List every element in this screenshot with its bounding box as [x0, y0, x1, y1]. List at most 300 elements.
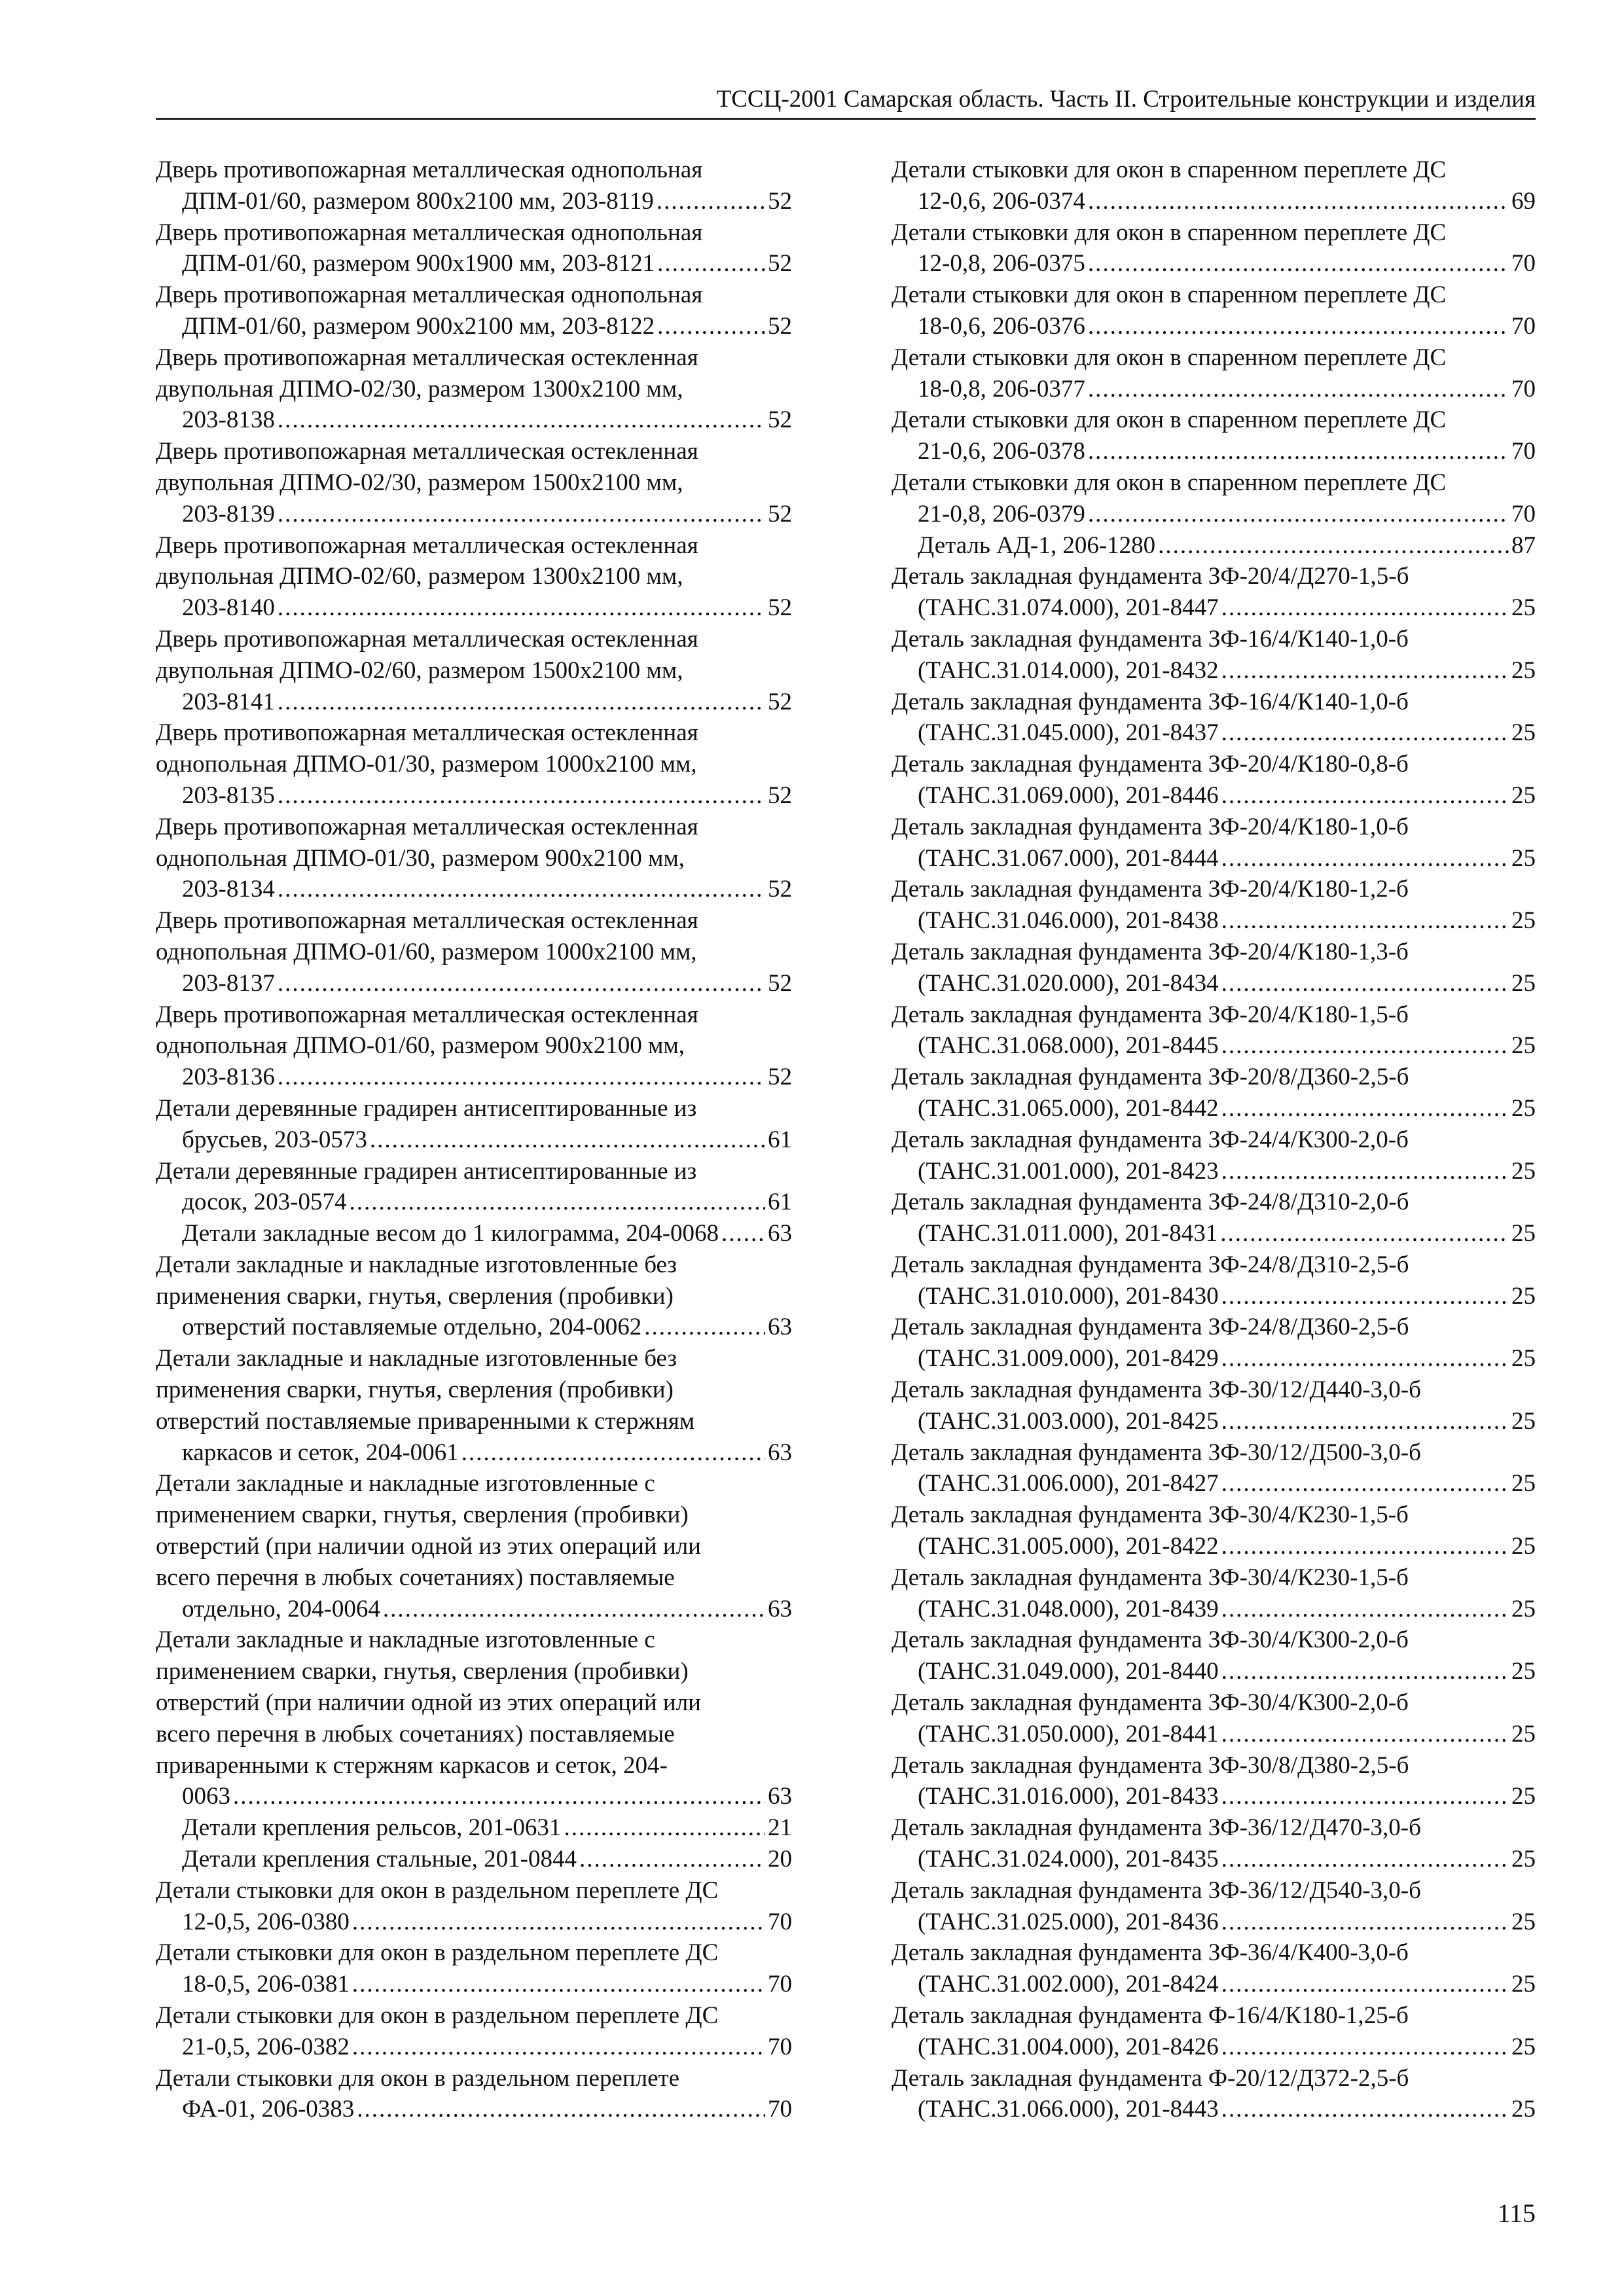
index-entry-tail	[918, 1406, 1536, 1437]
index-entry-line: Деталь закладная фундамента ЗФ-24/8/Д310-2,0-б	[892, 1189, 1409, 1216]
index-entry	[156, 905, 792, 999]
index-entry-line: Деталь закладная фундамента ЗФ-20/4/К180-1,5-б	[892, 1001, 1409, 1028]
index-entry-tail	[918, 1218, 1536, 1249]
index-entry-line: Детали закладные и накладные изготовленные без	[156, 1345, 677, 1372]
index-page-ref: 69	[1511, 187, 1536, 215]
index-entry-line: Детали закладные и накладные изготовленные без	[156, 1251, 677, 1278]
dot-leader	[1221, 1719, 1509, 1750]
index-entry	[892, 1374, 1536, 1437]
index-entry-text: 12-0,8, 206-0375	[918, 250, 1085, 278]
index-entry-line: Детали стыковки для окон в раздельном переплете	[156, 2064, 680, 2092]
index-entry-tail	[918, 311, 1536, 342]
index-entry-tail	[918, 186, 1536, 217]
index-entry-line: Детали стыковки для окон в спаренном переплете ДС	[892, 156, 1447, 183]
index-entry-line: Детали стыковки для окон в раздельном переплете ДС	[156, 1876, 719, 1904]
index-entry-text: Детали крепления стальные, 201-0844	[182, 1846, 577, 1873]
index-entry-tail	[182, 1781, 792, 1812]
index-entry-text: (ТАНС.31.024.000), 201-8435	[918, 1846, 1219, 1873]
index-entry	[156, 1218, 792, 1249]
index-entry-line: Дверь противопожарная металлическая остекленная	[156, 907, 698, 935]
index-page-ref: 61	[768, 1189, 792, 1216]
dot-leader	[1221, 1907, 1509, 1938]
dot-leader	[1221, 1594, 1509, 1625]
index-entry-tail	[182, 186, 792, 217]
index-page-ref: 52	[768, 1064, 792, 1091]
index-entry	[892, 217, 1536, 280]
index-page-ref: 70	[1511, 312, 1536, 340]
index-entry-tail	[182, 1218, 792, 1249]
index-entry	[156, 1844, 792, 1875]
index-entry-tail	[182, 1844, 792, 1875]
index-entry-line: Дверь противопожарная металлическая однопольная	[156, 219, 703, 246]
dot-leader	[1220, 1218, 1509, 1249]
index-entry	[892, 342, 1536, 405]
index-entry-line: применением сварки, гнутья, сверления (пробивки)	[156, 1658, 689, 1685]
index-page-ref: 52	[768, 250, 792, 278]
dot-leader	[1221, 1781, 1509, 1812]
index-entry-text: 21-0,8, 206-0379	[918, 500, 1085, 528]
index-entry-text: (ТАНС.31.002.000), 201-8424	[918, 1971, 1219, 1998]
index-page-ref: 63	[768, 1439, 792, 1466]
index-entry-line: применения сварки, гнутья, сверления (пробивки)	[156, 1376, 674, 1404]
index-page-ref: 25	[1511, 1720, 1536, 1748]
index-entry	[156, 1812, 792, 1844]
index-entry	[892, 1875, 1536, 1938]
index-entry-tail	[182, 499, 792, 530]
index-entry-tail	[918, 2032, 1536, 2063]
index-entry-line: Дверь противопожарная металлическая остекленная	[156, 531, 698, 559]
index-entry-text: 203-8134	[182, 876, 275, 903]
index-entry-line: всего перечня в любых сочетаниях) поставляемые	[156, 1720, 675, 1748]
index-entry-tail	[918, 1343, 1536, 1374]
dot-leader	[278, 1062, 765, 1093]
dot-leader	[1221, 1156, 1509, 1187]
index-entry-tail	[918, 436, 1536, 467]
index-entry-text: (ТАНС.31.066.000), 201-8443	[918, 2096, 1219, 2123]
dot-leader	[1221, 780, 1509, 812]
index-page-ref: 70	[1511, 250, 1536, 278]
index-entry-text: досок, 203-0574	[182, 1189, 347, 1216]
index-entry-line: Деталь закладная фундамента ЗФ-20/4/К180-1,3-б	[892, 938, 1409, 965]
index-entry-text: ФА-01, 206-0383	[182, 2096, 355, 2123]
index-entry-tail	[182, 874, 792, 905]
index-entry-text: (ТАНС.31.045.000), 201-8437	[918, 719, 1219, 747]
index-entry	[892, 812, 1536, 874]
index-entry	[892, 530, 1536, 562]
index-entry	[156, 1093, 792, 1156]
index-entry-line: Деталь закладная фундамента ЗФ-30/4/К230-1,5-б	[892, 1564, 1409, 1591]
dot-leader	[352, 2032, 765, 2063]
dot-leader	[721, 1218, 765, 1249]
dot-leader	[1221, 2032, 1509, 2063]
index-entry-line: Дверь противопожарная металлическая остекленная	[156, 438, 698, 465]
dot-leader	[1221, 843, 1509, 874]
dot-leader	[1221, 968, 1509, 999]
index-entry-line: Деталь закладная фундамента ЗФ-30/12/Д500-3,0-б	[892, 1439, 1421, 1466]
index-page-ref: 52	[768, 406, 792, 434]
index-page-ref: 25	[1511, 1658, 1536, 1685]
index-entry-line: Деталь закладная фундамента ЗФ-30/4/К230-1,5-б	[892, 1501, 1409, 1529]
index-entry-line: Деталь закладная фундамента ЗФ-30/4/К300-2,0-б	[892, 1626, 1409, 1654]
index-entry-text: каркасов и сеток, 204-0061	[182, 1439, 459, 1466]
index-page-ref: 25	[1511, 969, 1536, 997]
index-entry-line: отверстий поставляемые приваренными к стержням	[156, 1407, 695, 1435]
dot-leader	[1221, 1468, 1509, 1499]
index-entry-tail	[918, 374, 1536, 405]
index-entry-text: (ТАНС.31.010.000), 201-8430	[918, 1282, 1219, 1310]
dot-leader	[1221, 1343, 1509, 1374]
index-page-ref: 63	[768, 1220, 792, 1247]
index-entry-tail	[918, 1594, 1536, 1625]
index-entry-line: Деталь закладная фундамента ЗФ-20/4/Д270-1,5-б	[892, 563, 1409, 590]
index-page-ref: 25	[1511, 781, 1536, 809]
index-entry	[156, 1156, 792, 1219]
index-entry	[156, 1937, 792, 2000]
dot-leader	[461, 1437, 765, 1469]
index-entry-tail	[918, 1844, 1536, 1875]
index-entry-text: 203-8136	[182, 1064, 275, 1091]
index-entry-tail	[918, 248, 1536, 279]
index-entry-line: всего перечня в любых сочетаниях) поставляемые	[156, 1564, 675, 1591]
index-entry-line: Детали деревянные градирен антисептированные из	[156, 1094, 697, 1122]
dot-leader	[1088, 186, 1509, 217]
index-entry	[156, 342, 792, 436]
dot-leader	[1221, 2094, 1509, 2125]
dot-leader	[644, 1312, 765, 1343]
index-entry-text: (ТАНС.31.048.000), 201-8439	[918, 1595, 1219, 1623]
index-page-ref: 52	[768, 781, 792, 809]
index-page-ref: 70	[768, 1908, 792, 1935]
dot-leader	[278, 968, 765, 999]
index-entry-text: 203-8141	[182, 688, 275, 715]
index-entry-tail	[918, 1030, 1536, 1062]
index-entry-text: 0063	[182, 1783, 230, 1810]
index-entry	[156, 217, 792, 280]
index-entry-tail	[918, 2094, 1536, 2125]
dot-leader	[1088, 248, 1509, 279]
index-entry	[892, 2063, 1536, 2126]
index-entry-text: 203-8137	[182, 969, 275, 997]
index-entry-line: Деталь закладная фундамента ЗФ-30/12/Д440-3,0-б	[892, 1376, 1421, 1404]
index-entry-tail	[918, 717, 1536, 749]
index-entry-text: брусьев, 203-0573	[182, 1126, 367, 1153]
index-entry-line: Детали стыковки для окон в спаренном переплете ДС	[892, 344, 1447, 371]
dot-leader	[357, 2094, 765, 2125]
index-entry	[156, 2063, 792, 2126]
index-entry-text: 203-8138	[182, 406, 275, 434]
index-entry-tail	[182, 1907, 792, 1938]
index-entry-text: 18-0,6, 206-0376	[918, 312, 1085, 340]
index-entry	[892, 1750, 1536, 1813]
dot-leader	[278, 499, 765, 530]
index-entry	[156, 717, 792, 811]
index-entry-text: (ТАНС.31.067.000), 201-8444	[918, 844, 1219, 872]
dot-leader	[1088, 374, 1509, 405]
index-entry-line: Деталь закладная фундамента ЗФ-30/8/Д380-2,5-б	[892, 1751, 1409, 1779]
index-entry	[892, 999, 1536, 1062]
dot-leader	[1221, 1969, 1509, 2000]
index-entry-line: Деталь закладная фундамента ЗФ-16/4/К140-1,0-б	[892, 625, 1409, 653]
index-entry	[892, 1624, 1536, 1687]
index-entry-text: (ТАНС.31.003.000), 201-8425	[918, 1407, 1219, 1435]
index-entry	[156, 2000, 792, 2063]
index-page-ref: 25	[1511, 1908, 1536, 1935]
dot-leader	[1221, 655, 1509, 687]
index-entry-tail	[182, 311, 792, 342]
index-entry-line: Детали стыковки для окон в спаренном переплете ДС	[892, 219, 1447, 246]
index-entry-tail	[918, 905, 1536, 937]
index-entry-line: Детали закладные и накладные изготовленные с	[156, 1626, 655, 1654]
index-entry-line: Детали стыковки для окон в спаренном переплете ДС	[892, 281, 1447, 309]
index-page-ref: 70	[1511, 500, 1536, 528]
index-entry-line: Дверь противопожарная металлическая однопольная	[156, 156, 703, 183]
index-entry-text: (ТАНС.31.005.000), 201-8422	[918, 1533, 1219, 1560]
index-entry-line: Деталь закладная фундамента ЗФ-36/12/Д470-3,0-б	[892, 1814, 1421, 1842]
index-entry-line: Деталь закладная фундамента ЗФ-24/8/Д310-2,5-б	[892, 1251, 1409, 1278]
index-entry-line: отверстий (при наличии одной из этих операций или	[156, 1533, 701, 1560]
index-entry	[156, 1249, 792, 1343]
dot-leader	[352, 1969, 765, 2000]
index-column-right	[892, 154, 1536, 2125]
dot-leader	[349, 1187, 765, 1218]
index-entry-tail	[182, 687, 792, 718]
index-entry	[892, 937, 1536, 999]
index-entry-tail	[182, 1062, 792, 1093]
dot-leader	[657, 186, 765, 217]
index-entry-text: (ТАНС.31.016.000), 201-8433	[918, 1783, 1219, 1810]
index-entry-tail	[918, 1281, 1536, 1312]
index-entry-line: приваренными к стержням каркасов и сеток, 204-	[156, 1751, 668, 1779]
index-entry-text: ДПМ-01/60, размером 900х2100 мм, 203-8122	[182, 312, 655, 340]
index-entry-tail	[182, 1124, 792, 1156]
index-entry-tail	[918, 1093, 1536, 1124]
index-page-ref: 25	[1511, 1783, 1536, 1810]
index-entry	[892, 1124, 1536, 1187]
index-entry-line: Дверь противопожарная металлическая остекленная	[156, 1001, 698, 1028]
index-entry	[156, 999, 792, 1093]
index-entry-text: отдельно, 204-0064	[182, 1595, 380, 1623]
index-page-ref: 52	[768, 594, 792, 622]
index-entry	[892, 874, 1536, 937]
index-entry-line: Деталь закладная фундамента ЗФ-20/4/К180-0,8-б	[892, 751, 1409, 778]
index-page-ref: 70	[768, 1971, 792, 1998]
dot-leader	[1221, 1656, 1509, 1687]
index-entry-tail	[918, 655, 1536, 687]
index-entry-text: (ТАНС.31.065.000), 201-8442	[918, 1094, 1219, 1122]
index-entry-line: Детали закладные и накладные изготовленные с	[156, 1470, 655, 1498]
index-page-ref: 25	[1511, 1407, 1536, 1435]
index-entry	[892, 1562, 1536, 1625]
index-page-ref: 25	[1511, 844, 1536, 872]
index-page-ref: 25	[1511, 1533, 1536, 1560]
page-number: 115	[1497, 2198, 1536, 2228]
dot-leader	[352, 1907, 765, 1938]
index-entry	[892, 687, 1536, 749]
index-entry-line: Деталь закладная фундамента ЗФ-36/12/Д540-3,0-б	[892, 1876, 1421, 1904]
index-entry-text: 203-8135	[182, 781, 275, 809]
index-entry	[156, 1624, 792, 1812]
index-entry-tail	[918, 530, 1536, 562]
index-entry-text: (ТАНС.31.011.000), 201-8431	[918, 1220, 1218, 1247]
index-entry	[892, 1437, 1536, 1500]
dot-leader	[657, 311, 765, 342]
index-entry	[892, 2000, 1536, 2063]
index-page-ref: 52	[768, 312, 792, 340]
index-entry-text: (ТАНС.31.020.000), 201-8434	[918, 969, 1219, 997]
index-entry	[892, 1187, 1536, 1249]
dot-leader	[278, 687, 765, 718]
index-entry-text: 12-0,5, 206-0380	[182, 1908, 350, 1935]
index-entry-line: Деталь закладная фундамента ЗФ-16/4/К140-1,0-б	[892, 688, 1409, 715]
index-entry-line: Деталь закладная фундамента ЗФ-20/8/Д360-2,5-б	[892, 1064, 1409, 1091]
index-page-ref: 25	[1511, 1094, 1536, 1122]
index-entry-tail	[182, 1594, 792, 1625]
index-entry-text: 18-0,8, 206-0377	[918, 375, 1085, 403]
index-entry	[156, 154, 792, 217]
index-entry-text: 18-0,5, 206-0381	[182, 1971, 350, 1998]
index-entry	[156, 436, 792, 529]
index-entry-tail	[918, 968, 1536, 999]
index-entry	[156, 624, 792, 717]
index-entry-text: ДПМ-01/60, размером 800х2100 мм, 203-8119	[182, 187, 654, 215]
index-entry-line: двупольная ДПМО-02/30, размером 1500х2100 мм,	[156, 469, 683, 496]
index-entry-line: Детали стыковки для окон в спаренном переплете ДС	[892, 406, 1447, 434]
running-header: ТССЦ-2001 Самарская область. Часть II. Строительные конструкции и изделия	[156, 84, 1536, 120]
index-entry	[892, 749, 1536, 812]
index-entry-line: Детали деревянные градирен антисептированные из	[156, 1157, 697, 1185]
index-column-left	[156, 154, 792, 2125]
index-entry	[156, 1875, 792, 1938]
index-page-ref: 25	[1511, 594, 1536, 622]
index-entry-text: (ТАНС.31.049.000), 201-8440	[918, 1658, 1219, 1685]
index-entry	[892, 1249, 1536, 1312]
index-entry-line: Дверь противопожарная металлическая однопольная	[156, 281, 703, 309]
index-entry-tail	[182, 1812, 792, 1844]
index-entry-tail	[182, 1312, 792, 1343]
index-entry-line: Деталь закладная фундамента Ф-16/4/К180-1,25-б	[892, 2002, 1409, 2030]
index-entry	[892, 1062, 1536, 1124]
index-entry-line: Деталь закладная фундамента ЗФ-24/8/Д360-2,5-б	[892, 1314, 1409, 1341]
index-entry-line: Деталь закладная фундамента ЗФ-20/4/К180-1,2-б	[892, 876, 1409, 903]
index-entry-tail	[918, 592, 1536, 624]
index-entry-text: (ТАНС.31.001.000), 201-8423	[918, 1157, 1219, 1185]
dot-leader	[1221, 592, 1509, 624]
index-page-ref: 70	[1511, 438, 1536, 465]
index-entry	[156, 530, 792, 624]
index-entry	[892, 1312, 1536, 1374]
dot-leader	[383, 1594, 765, 1625]
index-entry-line: Дверь противопожарная металлическая остекленная	[156, 813, 698, 840]
index-page-ref: 21	[768, 1814, 792, 1842]
dot-leader	[370, 1124, 765, 1156]
index-page-ref: 52	[768, 500, 792, 528]
index-entry-tail	[918, 1468, 1536, 1499]
dot-leader	[1221, 905, 1509, 937]
index-entry	[892, 279, 1536, 342]
index-page-ref: 25	[1511, 1157, 1536, 1185]
index-entry-text: (ТАНС.31.006.000), 201-8427	[918, 1470, 1219, 1498]
index-entry-line: двупольная ДПМО-02/60, размером 1500х2100 мм,	[156, 656, 683, 684]
index-page-ref: 20	[768, 1846, 792, 1873]
dot-leader	[1221, 1093, 1509, 1124]
index-page-ref: 25	[1511, 1032, 1536, 1060]
index-page-ref: 25	[1511, 1220, 1536, 1247]
index-page-ref: 25	[1511, 907, 1536, 935]
dot-leader	[278, 874, 765, 905]
index-entry-tail	[182, 1969, 792, 2000]
index-page-ref: 52	[768, 969, 792, 997]
index-entry-tail	[182, 968, 792, 999]
dot-leader	[579, 1844, 765, 1875]
index-entry-text: Детали закладные весом до 1 килограмма, 204-0068	[182, 1220, 719, 1247]
index-page-ref: 63	[768, 1314, 792, 1341]
dot-leader	[1221, 717, 1509, 749]
index-page-ref: 70	[1511, 375, 1536, 403]
dot-leader	[564, 1812, 765, 1844]
index-entry-tail	[918, 1531, 1536, 1562]
index-entry-line: Дверь противопожарная металлическая остекленная	[156, 719, 698, 747]
dot-leader	[1088, 436, 1509, 467]
index-entry-tail	[918, 843, 1536, 874]
index-entry-line: Деталь закладная фундамента ЗФ-36/4/К400-3,0-б	[892, 1939, 1409, 1967]
index-entry-tail	[918, 1156, 1536, 1187]
index-page-ref: 25	[1511, 719, 1536, 747]
index-entry-tail	[918, 1719, 1536, 1750]
index-page-ref: 63	[768, 1595, 792, 1623]
index-entry-line: Деталь закладная фундамента ЗФ-20/4/К180-1,0-б	[892, 813, 1409, 840]
index-entry	[892, 624, 1536, 687]
index-page-ref: 25	[1511, 1971, 1536, 1998]
index-entry-line: Детали стыковки для окон в раздельном переплете ДС	[156, 2002, 719, 2030]
index-entry-line: применением сварки, гнутья, сверления (пробивки)	[156, 1501, 689, 1529]
index-entry-tail	[182, 1187, 792, 1218]
index-entry	[892, 1812, 1536, 1875]
index-entry-text: (ТАНС.31.068.000), 201-8445	[918, 1032, 1219, 1060]
index-entry	[892, 1499, 1536, 1562]
index-page-ref: 25	[1511, 1282, 1536, 1310]
dot-leader	[1221, 1531, 1509, 1562]
index-entry-line: Деталь закладная фундамента Ф-20/12/Д372-2,5-б	[892, 2064, 1409, 2092]
index-entry-line: Деталь закладная фундамента ЗФ-30/4/К300-2,0-б	[892, 1689, 1409, 1717]
dot-leader	[1221, 1406, 1509, 1437]
index-entry-tail	[918, 499, 1536, 530]
dot-leader	[1088, 499, 1509, 530]
index-entry	[892, 154, 1536, 217]
index-entry-line: однопольная ДПМО-01/30, размером 900х2100 мм,	[156, 844, 685, 872]
index-entry-line: Дверь противопожарная металлическая остекленная	[156, 625, 698, 653]
index-entry-line: отверстий (при наличии одной из этих операций или	[156, 1689, 701, 1717]
index-page-ref: 25	[1511, 1470, 1536, 1498]
index-entry-line: Дверь противопожарная металлическая остекленная	[156, 344, 698, 371]
index-page-ref: 52	[768, 187, 792, 215]
index-entry-text: 21-0,5, 206-0382	[182, 2033, 350, 2060]
index-page-ref: 70	[768, 2033, 792, 2060]
index-entry	[156, 1343, 792, 1468]
index-entry-text: (ТАНС.31.069.000), 201-8446	[918, 781, 1219, 809]
index-entry-text: ДПМ-01/60, размером 900х1900 мм, 203-8121	[182, 250, 655, 278]
index-page-ref: 25	[1511, 1345, 1536, 1372]
index-entry-text: (ТАНС.31.014.000), 201-8432	[918, 656, 1219, 684]
index-entry-line: Деталь закладная фундамента ЗФ-24/4/К300-2,0-б	[892, 1126, 1409, 1153]
index-page-ref: 25	[1511, 656, 1536, 684]
index-entry-tail	[918, 1907, 1536, 1938]
index-entry-text: (ТАНС.31.025.000), 201-8436	[918, 1908, 1219, 1935]
index-entry-text: отверстий поставляемые отдельно, 204-0062	[182, 1314, 642, 1341]
index-page-ref: 70	[768, 2096, 792, 2123]
index-page-ref: 61	[768, 1126, 792, 1153]
dot-leader	[657, 248, 765, 279]
dot-leader	[278, 404, 765, 436]
